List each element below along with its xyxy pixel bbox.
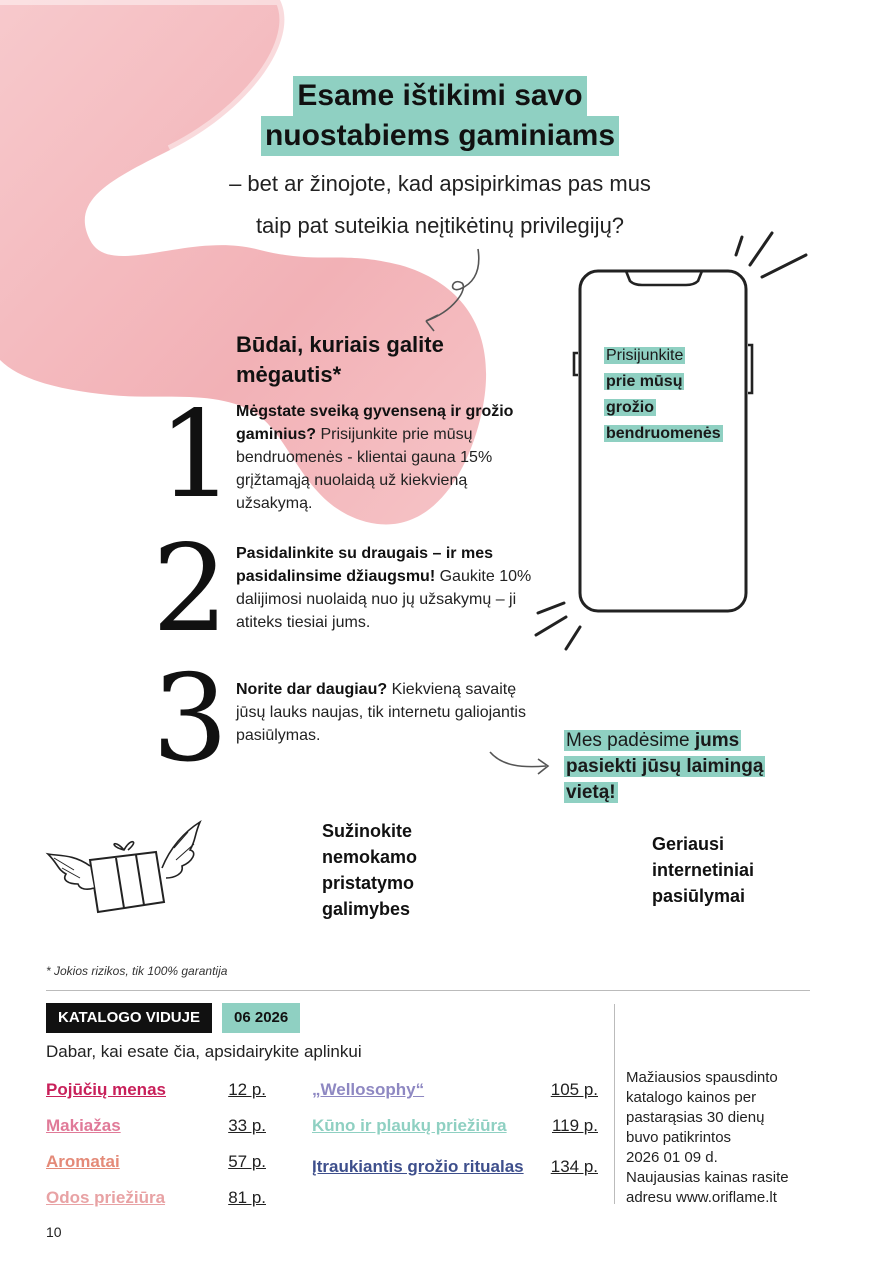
phone-callout-line-1: Prisijunkite [606,347,684,364]
arrow-right-icon [488,748,554,778]
headline-line-2: nuostabiems gaminiams [261,116,619,156]
price-note-line: buvo patikrintos [626,1129,732,1146]
phone-callout-line-3: grožio [606,399,654,416]
price-note-line: Mažiausios spausdinto [626,1069,778,1086]
price-note [626,1068,826,1208]
lucky-callout [564,728,784,806]
price-note-line: pastarąsias 30 dienų [626,1109,765,1126]
toc-page: 81 p. [228,1188,266,1207]
best-offers-text [652,831,754,909]
toc-page: 134 p. [550,1157,598,1176]
step-2-text [236,542,536,634]
ways-title-line-2: mėgautis* [236,362,342,387]
lucky-normal: Mes padėsime [566,730,695,751]
toc-link-aromatai[interactable]: Aromatai [46,1152,120,1171]
toc-link-kuno-ir-plauku-prieziura[interactable]: Kūno ir plaukų priežiūra [312,1116,507,1135]
price-note-line: katalogo kainos per [626,1089,757,1106]
step-1-body: Prisijunkite prie mūsų bendruomenės - klientai gauna 15% grįžtamąją nuolaidą už kiekvieną užsakymą. [236,426,493,512]
toc-page: 33 p. [228,1116,266,1135]
step-1-bold: Mėgstate sveiką gyvenseną ir grožio gaminius? [236,403,514,443]
free-delivery-text [322,818,417,922]
catalog-subtitle: Dabar, kai esate čia, apsidairykite aplinkui [46,1042,362,1061]
best-offers-line-2: internetiniai [652,860,755,880]
lucky-bold-3: vietą! [566,782,616,803]
free-delivery-line-2: nemokamo [322,847,418,867]
price-note-line: adresu www.oriflame.lt [626,1189,777,1206]
toc-link-pojuciu-menas[interactable]: Pojūčių menas [46,1080,166,1099]
lucky-bold-2: pasiekti jūsų laimingą [566,756,764,777]
flying-gift-box-icon [44,818,204,918]
divider [46,990,810,991]
headline-subtitle-1: – bet ar žinojote, kad apsipirkimas pas mus [229,171,651,196]
footnote: * Jokios rizikos, tik 100% garantija [46,964,228,978]
curved-arrow-icon [410,245,500,335]
step-2-body: Gaukite 10% dalijimosi nuolaidą nuo jų užsakymų – ji atiteks tiesiai jums. [236,568,532,631]
ways-title-line-1: Būdai, kuriais galite [236,332,444,357]
headline-subtitle-2: taip pat suteikia neįtikėtinų privilegijų? [255,213,625,238]
step-3-body: Kiekvieną savaitę jūsų lauks naujas, tik internetu galiojantis pasiūlymas. [236,681,526,744]
best-offers-line-3: pasiūlymai [652,886,746,906]
toc-link-wellosophy[interactable]: „Wellosophy“ [312,1080,425,1099]
vertical-divider [614,1004,615,1204]
toc-page: 105 p. [550,1080,598,1099]
free-delivery-line-4: galimybes [322,899,411,919]
step-3-text [236,678,536,747]
free-delivery-line-1: Sužinokite [322,821,413,841]
price-note-line: 2026 01 09 d. [626,1149,718,1166]
toc-link-odos-prieziura[interactable]: Odos priežiūra [46,1188,166,1207]
free-delivery-line-3: pristatymo [322,873,415,893]
phone-callout-line-4: bendruomenės [606,425,721,442]
step-3-bold: Norite dar daugiau? [236,681,388,698]
catalog-label: KATALOGO VIDUJE [46,1003,212,1033]
lucky-bold-1: jums [694,730,740,751]
headline-line-1: Esame ištikimi savo [293,76,586,116]
phone-callout-line-2: prie mūsų [606,373,683,390]
price-note-line: Naujausias kainas rasite [626,1169,789,1186]
step-2-bold: Pasidalinkite su draugais – ir mes pasidalinsime džiaugsmu! [236,545,493,585]
catalog-date: 06 2026 [222,1003,300,1033]
toc-page: 119 p. [551,1116,598,1135]
step-1-number: 1 [158,386,235,525]
step-1-text [236,400,548,515]
step-2-number: 2 [152,520,229,659]
step-3-number: 3 [152,650,229,789]
best-offers-line-1: Geriausi [652,834,725,854]
headline [0,76,880,156]
toc-page: 57 p. [228,1152,266,1171]
toc-page: 12 p. [228,1080,266,1099]
ways-title [236,330,516,390]
phone-callout [604,343,723,447]
toc-link-grozio-ritualas[interactable]: Įtraukiantis grožio ritualas [312,1157,524,1176]
page-number: 10 [46,1224,62,1240]
toc-link-makiazas[interactable]: Makiažas [46,1116,121,1135]
